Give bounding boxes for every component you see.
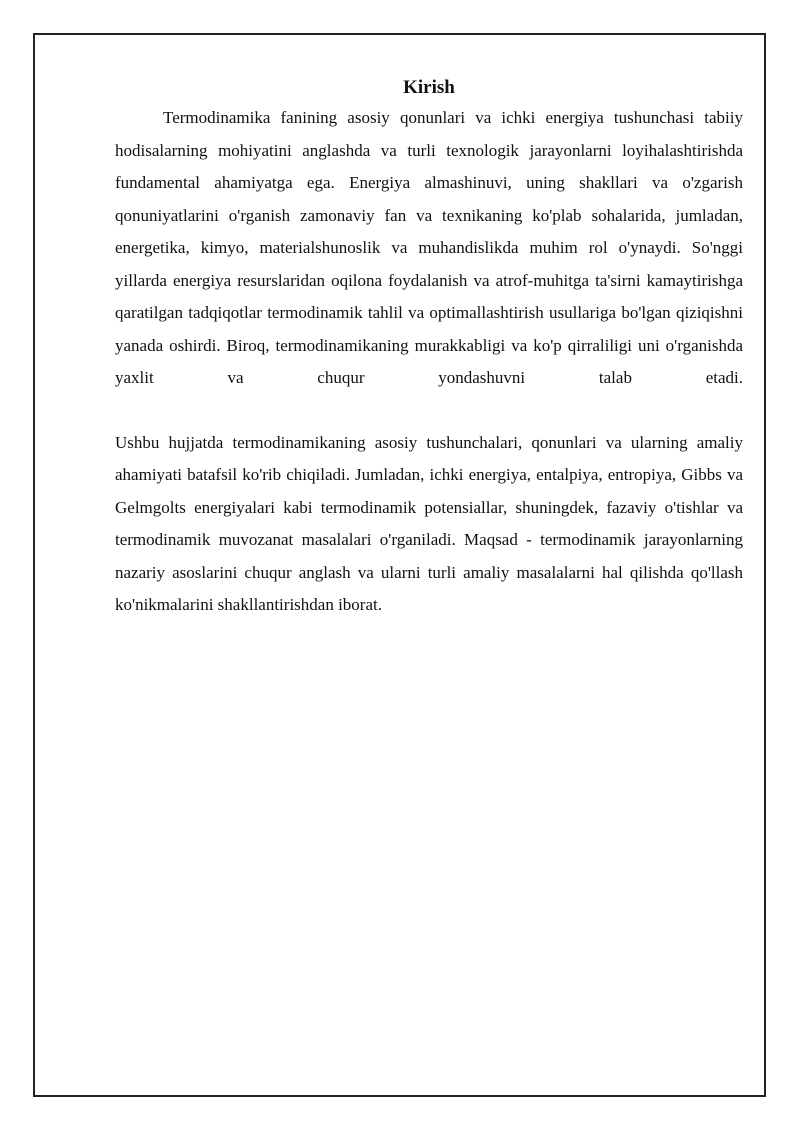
paragraph-introduction: Termodinamika fanining asosiy qonunlari va ichki energiya tushunchasi tabiiy hodisalarning mohiyatini anglashda va turli texnologik jarayonlarni loyihalashtirishda fundamental ahamiyatga ega. Energiya almashinuvi, uning shakllari va o'zgarish qonuniyatlarini o'rganish zamonaviy fan va texnikaning ko'plab sohalarida, jumladan, energetika, kimyo, materialshunoslik va muhandislikda muhim rol o'ynaydi. So'nggi yillarda energiya resurslaridan oqilona foydalanish va atrof-muhitga ta'sirni kamaytirishga qaratilgan tadqiqotlar termodinamik tahlil va optimallashtirish usullariga bo'lgan qiziqishni yanada oshirdi. Biroq, termodinamikaning murakkabligi va ko'p qirraliligi uni o'rganishda yaxlit va chuqur yondashuvni talab etadi.	[115, 108, 743, 387]
document-body	[115, 74, 743, 622]
document-title: Kirish	[403, 77, 455, 98]
paragraph-scope: Ushbu hujjatda termodinamikaning asosiy tushunchalari, qonunlari va ularning amaliy ahamiyati batafsil ko'rib chiqiladi. Jumladan, ichki energiya, entalpiya, entropiya, Gibbs va Gelmgolts energiyalari kabi termodinamik potensiallar, shuningdek, fazaviy o'tishlar va termodinamik muvozanat masalalari o'rganiladi. Maqsad - termodinamik jarayonlarning nazariy asoslarini chuqur anglash va ularni turli amaliy masalalarni hal qilishda qo'llash ko'nikmalarini shakllantirishdan iborat.	[115, 432, 743, 614]
